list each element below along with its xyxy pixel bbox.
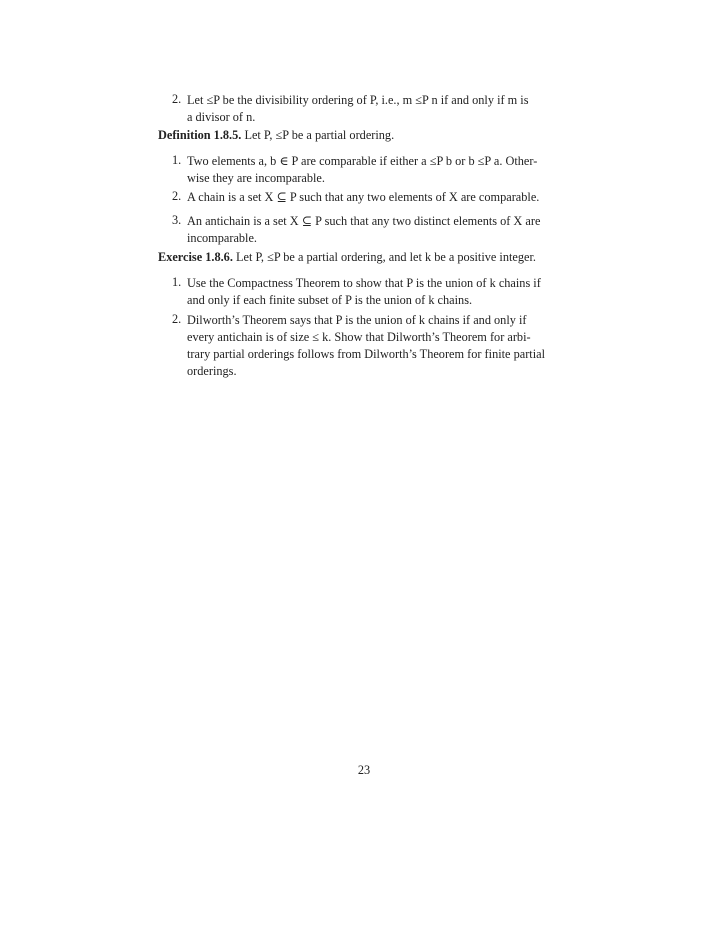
exercise-paragraph [158, 250, 572, 265]
list-item-chain [172, 189, 572, 206]
list-number: 1. [172, 275, 182, 289]
list-number: 2. [172, 312, 182, 326]
list-item-line: incomparable. [187, 231, 257, 245]
exercise-heading: Exercise 1.8.6. [158, 250, 233, 264]
list-item-line: Let ≤P be the divisibility ordering of P, i.e., m ≤P n if and only if m is [187, 93, 529, 107]
exercise-text: Let P, ≤P be a partial ordering, and let k be a positive integer. [235, 250, 536, 264]
list-item-compactness [172, 275, 572, 309]
list-item-divisibility [172, 92, 572, 126]
list-item-line: A chain is a set X ⊆ P such that any two elements of X are comparable. [187, 190, 540, 204]
list-item-line: Two elements a, b ∈ P are comparable if either a ≤P b or b ≤P a. Other- [187, 154, 538, 168]
list-item-antichain [172, 213, 572, 247]
list-item-line: An antichain is a set X ⊆ P such that any two distinct elements of X are [187, 214, 541, 228]
page-number: 23 [357, 763, 371, 777]
list-item-line: trary partial orderings follows from Dilworth’s Theorem for finite partial [187, 347, 545, 361]
list-item-line: a divisor of n. [187, 110, 256, 124]
definition-paragraph [158, 128, 572, 143]
list-item-line: and only if each finite subset of P is the union of k chains. [187, 293, 473, 307]
list-item-comparable [172, 153, 572, 187]
list-item-line: wise they are incomparable. [187, 171, 325, 185]
list-item-dilworth [172, 312, 572, 380]
list-item-line: orderings. [187, 364, 237, 378]
list-item-line: Dilworth’s Theorem says that P is the union of k chains if and only if [187, 313, 527, 327]
definition-heading: Definition 1.8.5. [158, 128, 242, 142]
list-item-line: Use the Compactness Theorem to show that P is the union of k chains if [187, 276, 541, 290]
list-number: 3. [172, 213, 182, 227]
definition-text: Let P, ≤P be a partial ordering. [244, 128, 395, 142]
list-number: 2. [172, 189, 182, 203]
list-item-line: every antichain is of size ≤ k. Show that Dilworth’s Theorem for arbi- [187, 330, 531, 344]
list-number: 2. [172, 92, 182, 106]
list-number: 1. [172, 153, 182, 167]
